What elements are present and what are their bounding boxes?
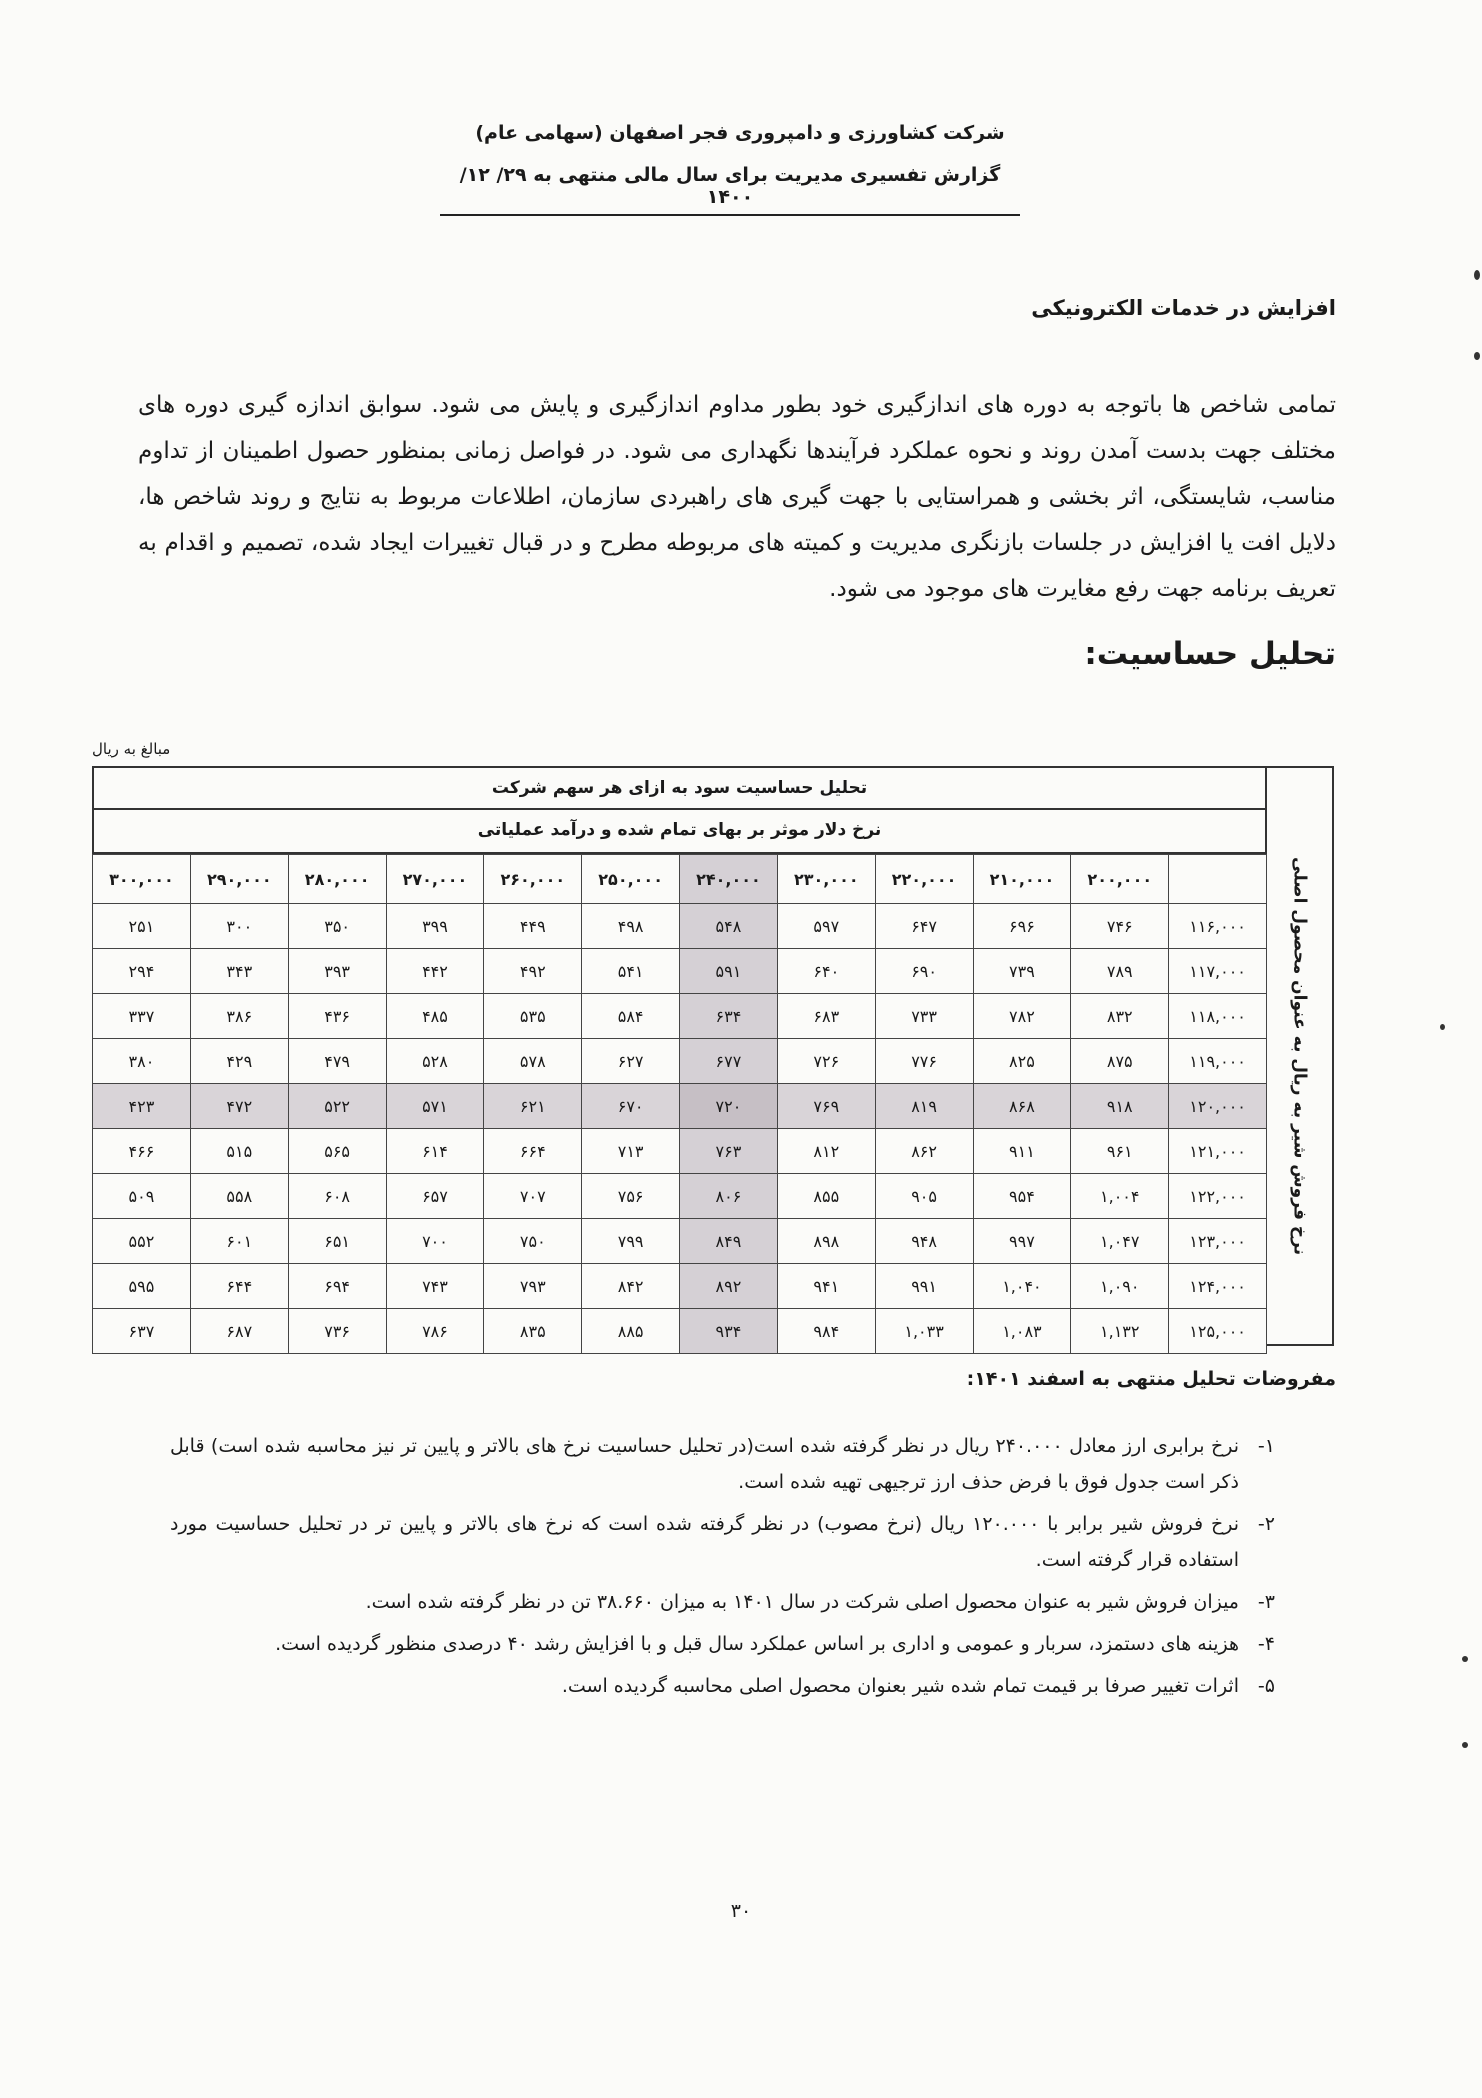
table-cell: ۵۰۹	[93, 1174, 191, 1219]
sensitivity-table	[92, 766, 1334, 1346]
table-cell: ۸۲۵	[973, 1039, 1071, 1084]
table-cell: ۴۷۹	[288, 1039, 386, 1084]
table-cell: ۳۸۶	[190, 994, 288, 1039]
table-cell: ۶۲۷	[582, 1039, 680, 1084]
table-cell: ۴۷۲	[190, 1084, 288, 1129]
row-header: ۱۲۰,۰۰۰	[1169, 1084, 1267, 1129]
table-cell: ۱,۰۴۷	[1071, 1219, 1169, 1264]
table-cell: ۳۴۳	[190, 949, 288, 994]
scan-mark	[1474, 270, 1480, 280]
row-header: ۱۱۸,۰۰۰	[1169, 994, 1267, 1039]
table-cell: ۷۴۳	[386, 1264, 484, 1309]
table-cell: ۶۴۰	[777, 949, 875, 994]
table-cell: ۵۹۵	[93, 1264, 191, 1309]
assumption-text: میزان فروش شیر به عنوان محصول اصلی شرکت در سال ۱۴۰۱ به میزان ۳۸.۶۶۰ تن در نظر گرفته شده است.	[365, 1591, 1239, 1613]
table-cell: ۷۶۹	[777, 1084, 875, 1129]
table-cell: ۸۴۲	[582, 1264, 680, 1309]
table-cell: ۸۹۸	[777, 1219, 875, 1264]
table-cell: ۷۸۶	[386, 1309, 484, 1354]
column-header: ۲۷۰,۰۰۰	[386, 855, 484, 904]
table-cell: ۸۳۵	[484, 1309, 582, 1354]
table-cell: ۱,۰۹۰	[1071, 1264, 1169, 1309]
table-cell: ۷۸۲	[973, 994, 1071, 1039]
table-cell: ۹۰۵	[875, 1174, 973, 1219]
table-row	[93, 994, 1267, 1039]
table-cell: ۷۲۰	[680, 1084, 778, 1129]
assumption-text: نرخ برابری ارز معادل ۲۴۰.۰۰۰ ریال در نظر گرفته شده است(در تحلیل حساسیت نرخ های بالاتر و پایین تر نیز محاسبه شده است) قابل ذکر است جدول فوق با فرض حذف ارز ترجیهی تهیه شده است.	[170, 1435, 1239, 1493]
assumption-item	[170, 1428, 1275, 1500]
table-cell: ۵۵۲	[93, 1219, 191, 1264]
table-cell: ۹۸۴	[777, 1309, 875, 1354]
table-cell: ۹۴۱	[777, 1264, 875, 1309]
table-cell: ۹۴۸	[875, 1219, 973, 1264]
table-row	[93, 949, 1267, 994]
table-cell: ۵۸۴	[582, 994, 680, 1039]
column-header: ۲۰۰,۰۰۰	[1071, 855, 1169, 904]
table-cell: ۵۷۱	[386, 1084, 484, 1129]
column-header: ۲۶۰,۰۰۰	[484, 855, 582, 904]
sensitivity-grid	[92, 854, 1267, 1354]
table-cell: ۸۶۸	[973, 1084, 1071, 1129]
table-cell: ۳۰۰	[190, 904, 288, 949]
table-cell: ۹۵۴	[973, 1174, 1071, 1219]
table-cell: ۸۳۲	[1071, 994, 1169, 1039]
table-cell: ۶۹۰	[875, 949, 973, 994]
table-cell: ۶۹۶	[973, 904, 1071, 949]
table-cell: ۵۹۱	[680, 949, 778, 994]
table-cell: ۳۹۳	[288, 949, 386, 994]
table-cell: ۸۷۵	[1071, 1039, 1169, 1084]
assumption-text: اثرات تغییر صرفا بر قیمت تمام شده شیر بعنوان محصول اصلی محاسبه گردیده است.	[561, 1675, 1239, 1697]
row-header: ۱۲۱,۰۰۰	[1169, 1129, 1267, 1174]
table-cell: ۱,۱۳۲	[1071, 1309, 1169, 1354]
row-header: ۱۱۶,۰۰۰	[1169, 904, 1267, 949]
assumption-item	[170, 1506, 1275, 1578]
table-cell: ۶۵۷	[386, 1174, 484, 1219]
table-cell: ۹۹۱	[875, 1264, 973, 1309]
assumption-number: ۳-	[1257, 1591, 1275, 1613]
table-cell: ۸۸۵	[582, 1309, 680, 1354]
table-row	[93, 1084, 1267, 1129]
table-cell: ۳۹۹	[386, 904, 484, 949]
column-header: ۲۵۰,۰۰۰	[582, 855, 680, 904]
assumption-number: ۲-	[1257, 1513, 1275, 1535]
column-header: ۳۰۰,۰۰۰	[93, 855, 191, 904]
table-cell: ۶۰۱	[190, 1219, 288, 1264]
table-cell: ۸۹۲	[680, 1264, 778, 1309]
table-cell: ۵۶۵	[288, 1129, 386, 1174]
scan-mark	[1440, 1024, 1445, 1030]
table-cell: ۶۸۷	[190, 1309, 288, 1354]
table-cell: ۵۹۷	[777, 904, 875, 949]
table-cell: ۵۷۸	[484, 1039, 582, 1084]
company-name: شرکت کشاورزی و دامپروری فجر اصفهان (سهامی عام)	[475, 122, 1005, 144]
table-cell: ۴۳۶	[288, 994, 386, 1039]
table-cell: ۴۲۳	[93, 1084, 191, 1129]
table-cell: ۹۶۱	[1071, 1129, 1169, 1174]
table-cell: ۷۹۹	[582, 1219, 680, 1264]
column-header: ۲۳۰,۰۰۰	[777, 855, 875, 904]
table-row	[93, 1174, 1267, 1219]
column-header: ۲۹۰,۰۰۰	[190, 855, 288, 904]
table-cell: ۹۱۸	[1071, 1084, 1169, 1129]
table-cell: ۶۱۴	[386, 1129, 484, 1174]
table-cell: ۷۴۶	[1071, 904, 1169, 949]
table-cell: ۸۵۵	[777, 1174, 875, 1219]
table-cell: ۵۲۲	[288, 1084, 386, 1129]
report-title: گزارش تفسیری مدیریت برای سال مالی منتهی به ۲۹/ ۱۲/ ۱۴۰۰	[440, 164, 1020, 216]
table-cell: ۷۰۰	[386, 1219, 484, 1264]
row-header: ۱۲۲,۰۰۰	[1169, 1174, 1267, 1219]
table-cell: ۱,۰۰۴	[1071, 1174, 1169, 1219]
table-cell: ۱,۰۸۳	[973, 1309, 1071, 1354]
column-header: ۲۲۰,۰۰۰	[875, 855, 973, 904]
table-cell: ۷۱۳	[582, 1129, 680, 1174]
amounts-note: مبالغ به ریال	[92, 740, 171, 758]
table-cell: ۴۴۹	[484, 904, 582, 949]
table-cell: ۹۳۴	[680, 1309, 778, 1354]
page-number: ۳۰	[730, 1900, 752, 1922]
assumption-number: ۵-	[1257, 1675, 1275, 1697]
assumption-number: ۱-	[1257, 1435, 1275, 1457]
table-cell: ۶۶۴	[484, 1129, 582, 1174]
table-cell: ۷۶۳	[680, 1129, 778, 1174]
table-cell: ۵۳۵	[484, 994, 582, 1039]
table-cell: ۵۴۱	[582, 949, 680, 994]
table-cell: ۶۲۱	[484, 1084, 582, 1129]
table-cell: ۳۳۷	[93, 994, 191, 1039]
table-cell: ۵۴۸	[680, 904, 778, 949]
table-cell: ۶۰۸	[288, 1174, 386, 1219]
table-cell: ۷۳۹	[973, 949, 1071, 994]
assumption-item	[170, 1668, 1275, 1704]
table-row	[93, 1264, 1267, 1309]
scan-mark	[1474, 352, 1480, 360]
table-cell: ۳۵۰	[288, 904, 386, 949]
table-cell: ۴۶۶	[93, 1129, 191, 1174]
table-cell: ۶۵۱	[288, 1219, 386, 1264]
row-header: ۱۲۵,۰۰۰	[1169, 1309, 1267, 1354]
table-cell: ۷۹۳	[484, 1264, 582, 1309]
row-header: ۱۱۹,۰۰۰	[1169, 1039, 1267, 1084]
table-cell: ۸۶۲	[875, 1129, 973, 1174]
table-cell: ۵۱۵	[190, 1129, 288, 1174]
table-subtitle: نرخ دلار موثر بر بهای تمام شده و درآمد عملیاتی	[92, 810, 1267, 854]
table-side-cell	[1267, 766, 1334, 1346]
table-cell: ۷۳۳	[875, 994, 973, 1039]
table-cell: ۴۹۸	[582, 904, 680, 949]
table-cell: ۲۹۴	[93, 949, 191, 994]
table-cell: ۴۹۲	[484, 949, 582, 994]
table-row	[93, 1309, 1267, 1354]
table-cell: ۶۷۷	[680, 1039, 778, 1084]
corner-cell	[1169, 855, 1267, 904]
table-cell: ۷۸۹	[1071, 949, 1169, 994]
table-cell: ۶۸۳	[777, 994, 875, 1039]
table-cell: ۷۳۶	[288, 1309, 386, 1354]
table-cell: ۶۷۰	[582, 1084, 680, 1129]
table-cell: ۲۵۱	[93, 904, 191, 949]
assumptions-list	[170, 1428, 1275, 1710]
row-header: ۱۱۷,۰۰۰	[1169, 949, 1267, 994]
table-cell: ۱,۰۳۳	[875, 1309, 973, 1354]
table-cell: ۸۴۹	[680, 1219, 778, 1264]
table-cell: ۶۴۷	[875, 904, 973, 949]
table-cell: ۶۳۷	[93, 1309, 191, 1354]
table-cell: ۴۲۹	[190, 1039, 288, 1084]
table-row	[93, 1129, 1267, 1174]
table-cell: ۱,۰۴۰	[973, 1264, 1071, 1309]
assumption-text: نرخ فروش شیر برابر با ۱۲۰.۰۰۰ ریال (نرخ مصوب) در نظر گرفته شده است که نرخ های بالاتر و پایین تر در تحلیل حساسیت مورد استفاده قرار گرفته است.	[170, 1513, 1239, 1571]
column-header: ۲۴۰,۰۰۰	[680, 855, 778, 904]
body-paragraph: تمامی شاخص ها باتوجه به دوره های اندازگیری خود بطور مداوم اندازگیری و پایش می شود. سوابق اندازه گیری دوره های مختلف جهت بدست آمدن روند و نحوه عملکرد فرآیندها نگهداری می شود. در فواصل زمانی بمنظور حصول اطمینان از تداوم مناسب، شایستگی، اثر بخشی و همراستایی با جهت گیری های راهبردی سازمان، اطلاعات مربوط به نتایج و روند شاخص ها، دلایل افت یا افزایش در جلسات بازنگری مدیریت و کمیته های مربوطه مطرح و در قبال تغییرات ایجاد شده، تصمیم و اقدام به تعریف برنامه جهت رفع مغایرت های موجود می شود.	[138, 392, 1336, 602]
table-cell: ۵۵۸	[190, 1174, 288, 1219]
table-cell: ۵۲۸	[386, 1039, 484, 1084]
scan-mark	[1462, 1742, 1468, 1748]
table-title: تحلیل حساسیت سود به ازای هر سهم شرکت	[92, 766, 1267, 810]
table-cell: ۳۸۰	[93, 1039, 191, 1084]
table-row	[93, 1219, 1267, 1264]
table-cell: ۹۹۷	[973, 1219, 1071, 1264]
table-cell: ۷۲۶	[777, 1039, 875, 1084]
table-cell: ۸۱۹	[875, 1084, 973, 1129]
column-header-row	[93, 855, 1267, 904]
row-header: ۱۲۳,۰۰۰	[1169, 1219, 1267, 1264]
row-axis-label: نرخ فروش شیر به ریال به عنوان محصول اصلی	[1289, 856, 1310, 1256]
table-cell: ۹۱۱	[973, 1129, 1071, 1174]
assumption-text: هزینه های دستمزد، سربار و عمومی و اداری بر اساس عملکرد سال قبل و با افزایش رشد ۴۰ درصدی منظور گردیده است.	[275, 1633, 1239, 1655]
scan-mark	[1462, 1656, 1468, 1662]
table-cell: ۷۷۶	[875, 1039, 973, 1084]
table-cell: ۸۱۲	[777, 1129, 875, 1174]
table-cell: ۴۴۲	[386, 949, 484, 994]
table-cell: ۷۰۷	[484, 1174, 582, 1219]
assumption-item	[170, 1584, 1275, 1620]
table-cell: ۴۸۵	[386, 994, 484, 1039]
table-cell: ۶۳۴	[680, 994, 778, 1039]
assumptions-heading: مفروضات تحلیل منتهی به اسفند ۱۴۰۱:	[966, 1368, 1336, 1390]
sensitivity-title: تحلیل حساسیت:	[1084, 636, 1336, 672]
column-header: ۲۸۰,۰۰۰	[288, 855, 386, 904]
table-row	[93, 904, 1267, 949]
table-cell: ۸۰۶	[680, 1174, 778, 1219]
table-cell: ۷۵۶	[582, 1174, 680, 1219]
table-cell: ۶۹۴	[288, 1264, 386, 1309]
row-header: ۱۲۴,۰۰۰	[1169, 1264, 1267, 1309]
table-cell: ۶۴۴	[190, 1264, 288, 1309]
section-heading: افزایش در خدمات الکترونیکی	[1031, 296, 1336, 320]
table-row	[93, 1039, 1267, 1084]
column-header: ۲۱۰,۰۰۰	[973, 855, 1071, 904]
table-cell: ۷۵۰	[484, 1219, 582, 1264]
assumption-item	[170, 1626, 1275, 1662]
assumption-number: ۴-	[1257, 1633, 1275, 1655]
